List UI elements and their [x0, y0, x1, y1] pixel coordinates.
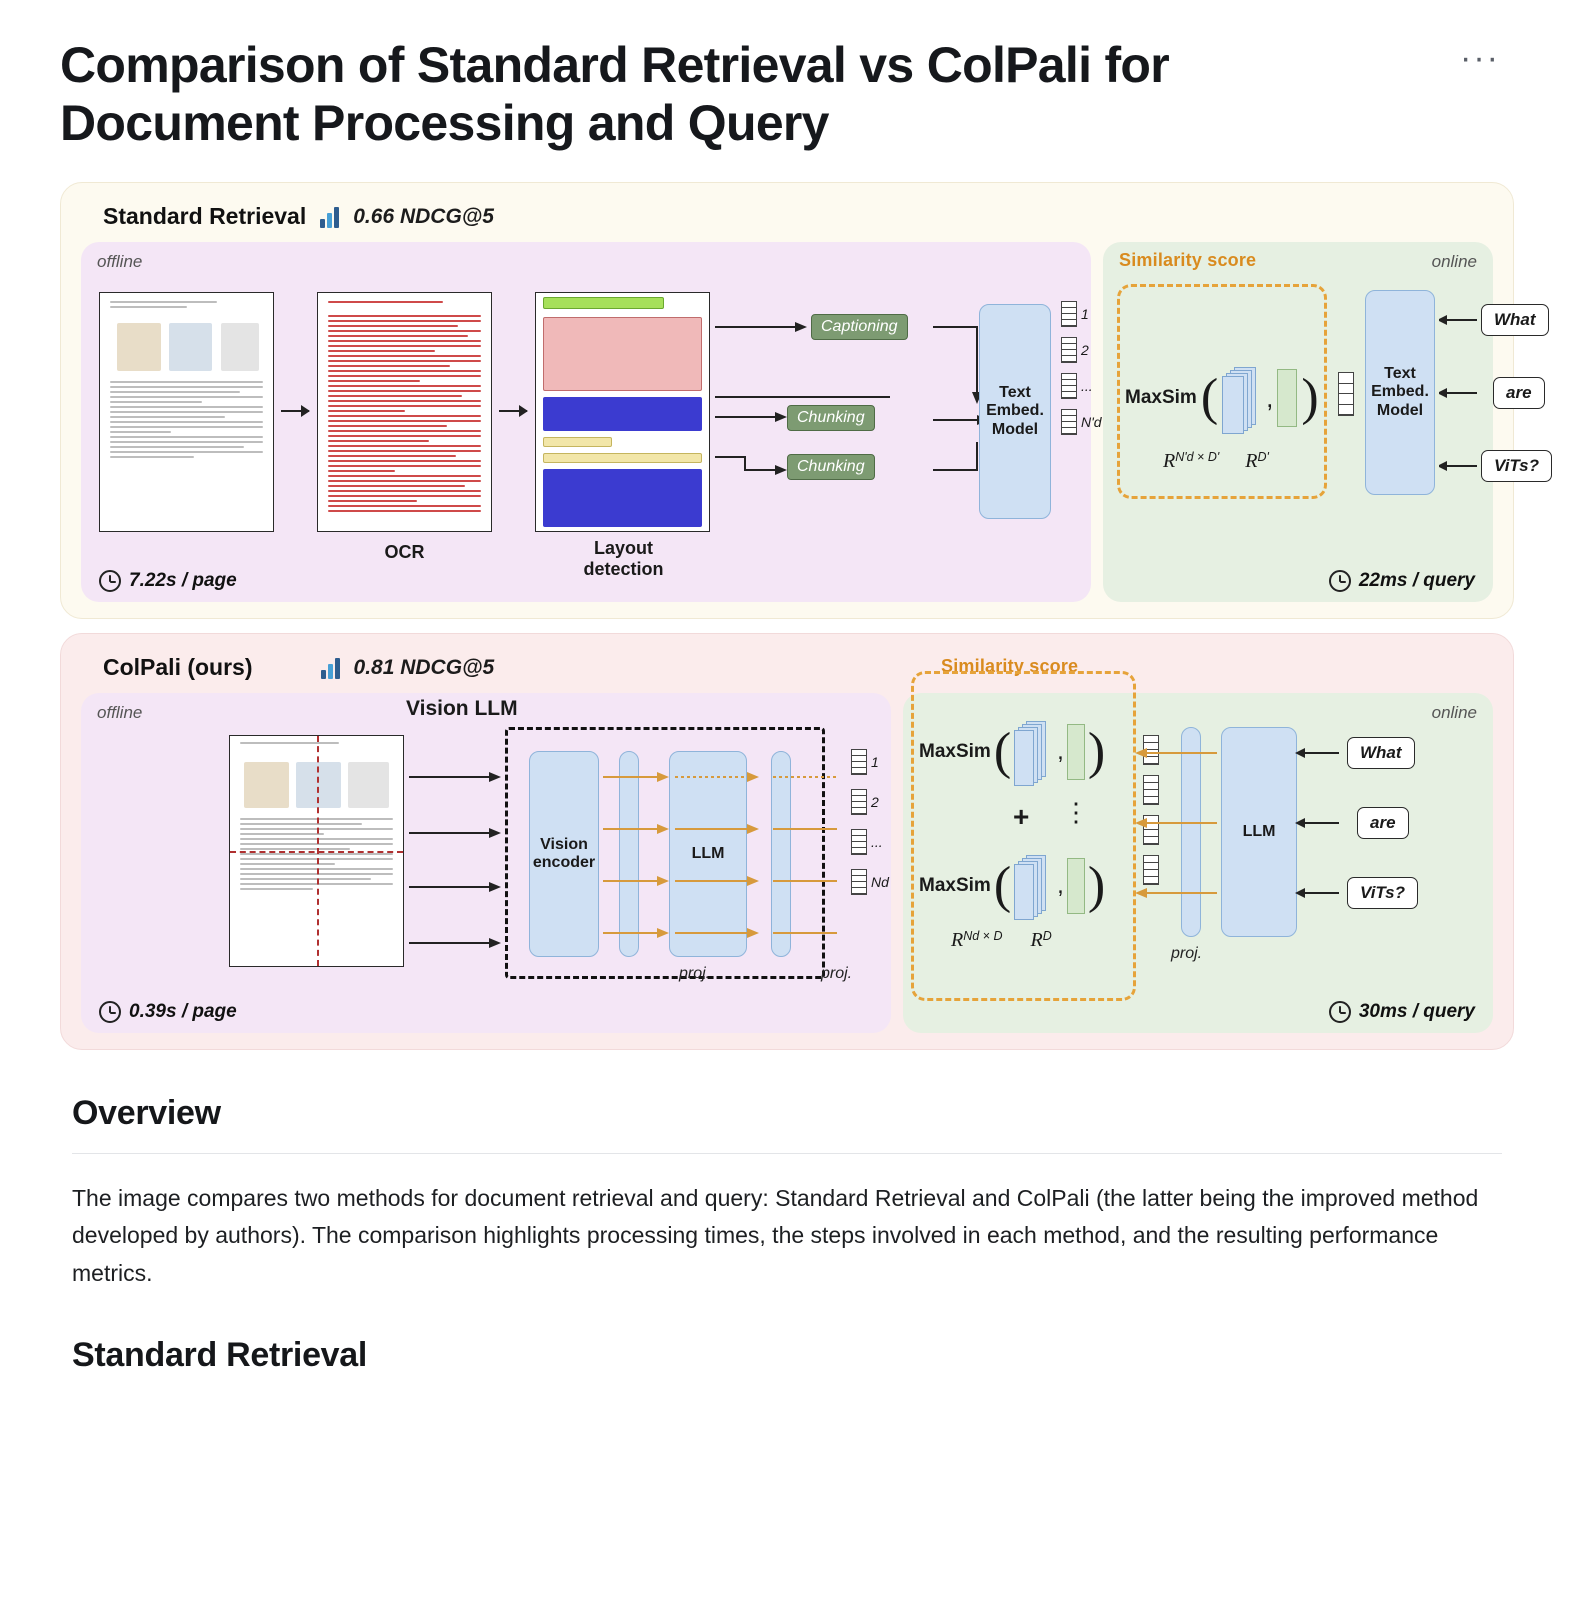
vdots: ⋮ — [1063, 797, 1089, 827]
token-index-2: 2 — [1081, 342, 1089, 358]
doc-text-embed-model — [979, 304, 1051, 519]
colpali-dimension-labels — [951, 929, 1052, 952]
layout-stage-label: Layout detection — [583, 538, 664, 579]
ocr-document-thumbnail — [317, 292, 492, 532]
source-document-thumbnail — [99, 292, 274, 532]
paren-open: ( — [993, 723, 1012, 781]
clock-icon — [99, 1001, 121, 1023]
article-content — [0, 1094, 1574, 1415]
maxsim-label: MaxSim — [919, 741, 991, 762]
maxsim-label: MaxSim — [1125, 387, 1197, 408]
comparison-figure — [60, 182, 1540, 1050]
proj-label-1: proj. — [679, 965, 711, 982]
paren-close: ) — [1301, 369, 1319, 427]
standard-similarity-label: Similarity score — [1119, 250, 1257, 270]
standard-online-subpanel — [1103, 242, 1540, 602]
colpali-internal-arrows — [597, 751, 857, 961]
proj-label-3: proj. — [1171, 945, 1203, 962]
page-header — [0, 0, 1574, 152]
llm-label: LLM — [691, 844, 725, 862]
standard-offline-label: offline — [97, 252, 143, 271]
token-bar — [1061, 301, 1077, 327]
doc-text-embed-model-label: Text Embed. Model — [986, 383, 1044, 438]
more-options-icon[interactable]: ··· — [1460, 39, 1500, 77]
op-chunking-2: Chunking — [787, 454, 875, 480]
colpali-online-subpanel — [903, 693, 1493, 1033]
colpali-panel-title: ColPali (ours) — [103, 654, 253, 680]
paren-close: ) — [1087, 857, 1106, 915]
query-vector — [1277, 369, 1297, 427]
section-heading-overview: Overview — [72, 1094, 221, 1132]
paren-close: ) — [1087, 723, 1106, 781]
query-word-are: are — [1493, 377, 1545, 409]
query-word-vits: ViTs? — [1347, 877, 1418, 909]
query-arrows — [1439, 290, 1479, 500]
colpali-panel-header — [81, 652, 1493, 693]
arrow-ocr-to-layout — [499, 410, 527, 412]
ocr-stage-label: OCR — [384, 542, 425, 562]
comma: , — [1266, 382, 1274, 413]
doc-matrix-stack — [1222, 367, 1262, 429]
doc-dim-label: $R^{Nd \times D}$ — [951, 929, 1003, 951]
colpali-metric: 0.81 NDCG@5 — [353, 655, 495, 679]
standard-retrieval-panel — [60, 182, 1540, 619]
arrow-doc-to-ocr — [281, 410, 309, 412]
token-bar — [851, 749, 867, 775]
standard-maxsim-expression — [1125, 367, 1319, 429]
proj-label-2: proj. — [821, 965, 853, 982]
clock-icon — [1329, 570, 1351, 592]
query-vector — [1067, 724, 1085, 780]
standard-online-timing: 22ms / query — [1329, 570, 1475, 592]
page-to-encoder-arrows — [409, 735, 509, 985]
section-heading-standard-retrieval: Standard Retrieval — [72, 1335, 368, 1374]
standard-panel-body — [81, 242, 1540, 602]
token-index-3: ... — [1081, 378, 1093, 394]
comma: , — [1057, 738, 1064, 765]
section-divider — [72, 1153, 1502, 1154]
standard-offline-subpanel — [81, 242, 1091, 602]
colpali-maxsim-bottom — [919, 855, 1105, 917]
query-text-embed-model — [1365, 290, 1435, 495]
doc-matrix-stack — [1014, 721, 1054, 783]
colpali-offline-subpanel — [81, 693, 891, 1033]
colpali-offline-label: offline — [97, 703, 143, 722]
token-index-3: ... — [871, 834, 883, 850]
overview-paragraph: The image compares two methods for document retrieval and query: Standard Retrieval and ColPali (the latter being the improved method developed by authors). The comparison highlights processing times, the steps involved in each method, and the resulting performance metrics. — [72, 1185, 1479, 1286]
colpali-offline-timing: 0.39s / page — [99, 1001, 237, 1023]
query-text-embed-model-label: Text Embed. Model — [1371, 364, 1429, 419]
standard-offline-timing: 7.22s / page — [99, 570, 237, 592]
colpali-maxsim-top — [919, 721, 1105, 783]
token-bar — [851, 789, 867, 815]
op-captioning: Captioning — [811, 314, 908, 340]
clock-icon — [1329, 1001, 1351, 1023]
bar-chart-icon — [320, 206, 339, 228]
bar-chart-icon — [321, 657, 340, 679]
token-index-1: 1 — [1081, 306, 1089, 322]
page-title: Comparison of Standard Retrieval vs ColPali for Document Processing and Query — [60, 37, 1170, 151]
op-chunking-1: Chunking — [787, 405, 875, 431]
standard-panel-title: Standard Retrieval — [103, 203, 307, 229]
token-index-n: N'd — [1081, 414, 1102, 430]
query-dim-label: $R^{D'}$ — [1245, 450, 1269, 472]
colpali-online-timing: 30ms / query — [1329, 1001, 1475, 1023]
colpali-page-thumbnail — [229, 735, 404, 967]
paren-open: ( — [1200, 369, 1219, 427]
query-dim-label: $R^D$ — [1030, 929, 1052, 951]
token-index-1: 1 — [871, 754, 879, 770]
standard-online-label: online — [1431, 252, 1477, 271]
query-word-are: are — [1357, 807, 1409, 839]
paren-open: ( — [993, 857, 1012, 915]
standard-metric: 0.66 NDCG@5 — [353, 204, 494, 228]
query-word-what: What — [1481, 304, 1549, 336]
token-bar — [851, 869, 867, 895]
vision-llm-label: Vision LLM — [406, 697, 518, 720]
token-bar — [1061, 409, 1077, 435]
doc-dim-label: $R^{N'd \times D'}$ — [1163, 450, 1220, 472]
token-bar — [1061, 337, 1077, 363]
colpali-online-label: online — [1431, 703, 1477, 722]
colpali-panel-body — [81, 693, 1493, 1033]
plus-sign: + — [1013, 801, 1030, 832]
maxsim-label: MaxSim — [919, 875, 991, 896]
doc-matrix-stack — [1014, 855, 1054, 917]
colpali-doc-tokens — [851, 749, 889, 895]
colpali-panel — [60, 633, 1514, 1050]
query-token-bar — [1338, 372, 1354, 416]
query-word-what: What — [1347, 737, 1415, 769]
token-index-2: 2 — [871, 794, 879, 810]
standard-panel-header — [81, 201, 1493, 242]
vision-encoder-label: Vision encoder — [532, 835, 596, 871]
comma: , — [1057, 872, 1064, 899]
query-word-vits: ViTs? — [1481, 450, 1552, 482]
token-bar — [1061, 373, 1077, 399]
colpali-similarity-label: Similarity score — [941, 656, 1079, 676]
vision-encoder-box — [529, 751, 599, 957]
token-index-n: Nd — [871, 874, 889, 890]
query-llm-label: LLM — [1242, 822, 1276, 840]
token-bar — [851, 829, 867, 855]
colpali-query-arrows — [1099, 727, 1349, 942]
query-vector — [1067, 858, 1085, 914]
clock-icon — [99, 570, 121, 592]
standard-dimension-labels — [1163, 450, 1269, 473]
layout-document-thumbnail — [535, 292, 710, 532]
